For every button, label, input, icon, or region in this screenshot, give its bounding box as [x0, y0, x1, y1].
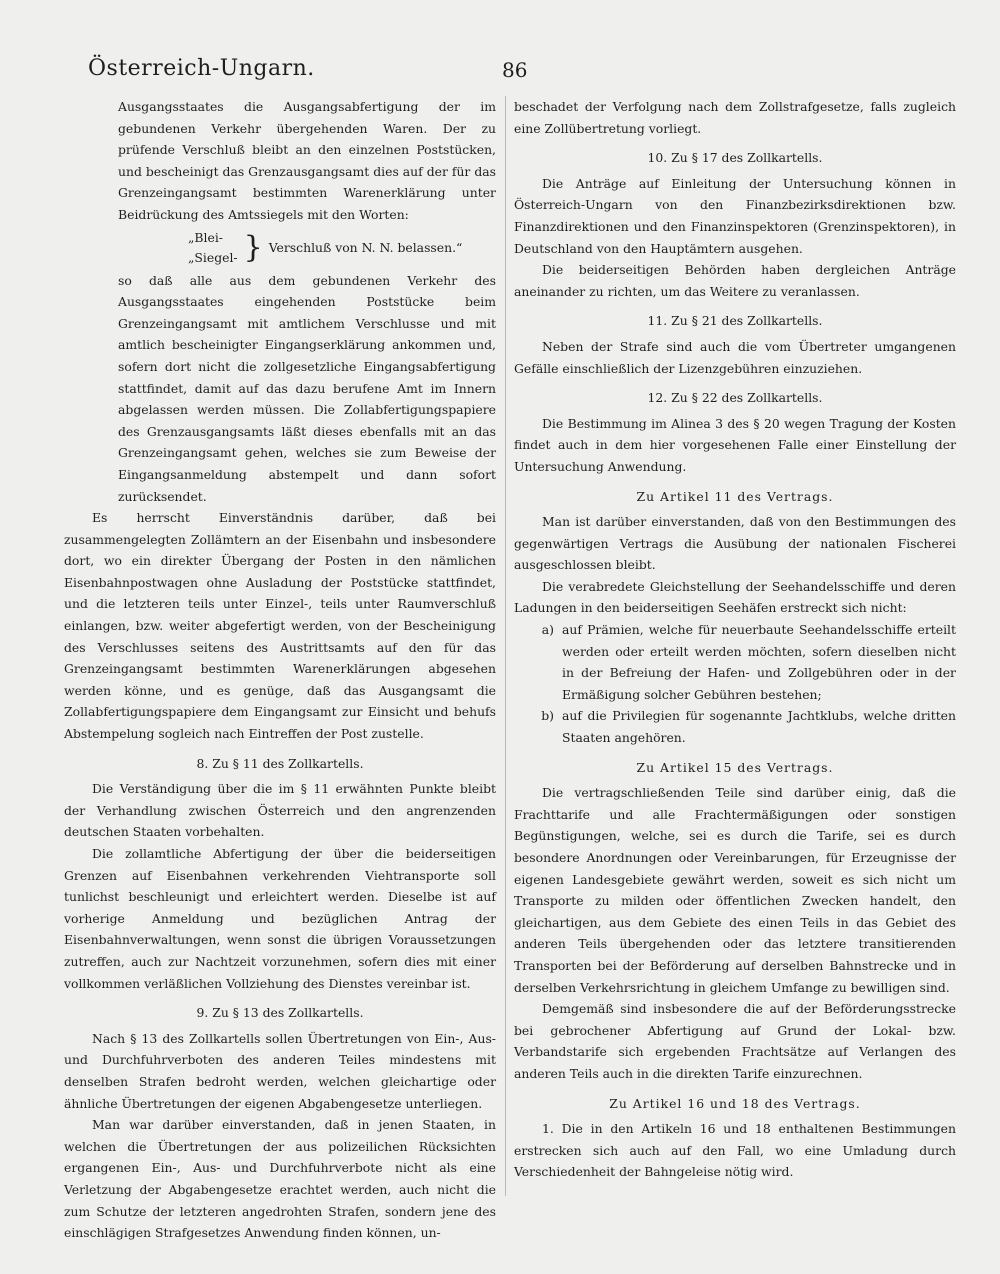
- seal-text: Verschluß von N. N. belassen.“: [268, 239, 463, 255]
- paragraph: Neben der Strafe sind auch die vom Übertreter umgangenen Gefälle einschließlich der Lizenzgebühren einzuziehen.: [514, 338, 956, 376]
- seal-formula: [188, 228, 496, 268]
- section-heading: 10. Zu § 17 des Zollkartells.: [647, 150, 823, 166]
- paragraph: Die beiderseitigen Behörden haben dergleichen Anträge aneinander zu richten, um das Weitere zu veranlassen.: [514, 262, 956, 299]
- brace-icon: }: [243, 229, 263, 265]
- paragraph: Die vertragschließenden Teile sind darüber einig, daß die Frachttarife und alle Frachtermäßigungen oder sonstigen Begünstigungen, welche, sei es durch die Tarife, sei es durch besondere Anordnungen oder Vereinbarungen, für Erzeugnisse der eigenen Landesgebiete gewährt werden, soweit es sich nicht um Transporte zu milden oder öffentlichen Zwecken handelt, den gleichartigen, aus dem Gebiete des einen Teils in das Gebiet des anderen Teils übergehenden oder das letztere transitierenden Transporten bei der Beförderung auf derselben Bahnstrecke und in derselben Verkehrsrichtung in gleichem Umfange zu bewilligen sind.: [514, 785, 956, 995]
- section-heading: 12. Zu § 22 des Zollkartells.: [647, 390, 823, 406]
- list-item: [514, 705, 956, 748]
- seal-line: „Blei-: [188, 229, 223, 245]
- column-divider: [505, 96, 506, 1196]
- paragraph: Die zollamtliche Abfertigung der über die beiderseitigen Grenzen auf Eisenbahnen verkehrenden Viehtransporte soll tunlichst beschleunigt und erleichtert werden. Dieselbe ist auf vorherige Anmeldung und bezüglichen Antrag der Eisenbahnverwaltungen, wenn sonst die übrigen Voraussetzungen zutreffen, auch zur Nachtzeit vorzunehmen, sofern dies mit einer vollkommen verläßlichen Vollziehung des Dienstes vereinbar ist.: [64, 846, 496, 991]
- page-number: 86: [502, 58, 528, 82]
- section-heading: 8. Zu § 11 des Zollkartells.: [196, 755, 364, 771]
- article-heading: Zu Artikel 16 und 18 des Vertrags.: [609, 1095, 861, 1111]
- list-text: auf Prämien, welche für neuerbaute Seehandelsschiffe erteilt werden oder erteilt werden möchten, sofern dieselben nicht in der Befreiung der Hafen- und Zollgebühren oder in der Ermäßigung solcher Gebühren bestehen;: [562, 622, 956, 702]
- list-label: a): [541, 622, 554, 638]
- paragraph: so daß alle aus dem gebundenen Verkehr des Ausgangsstaates eingehenden Poststücke beim Grenzeingangsamt mit amtlichem Verschlusse und mit amtlich bescheinigter Eingangserklärung ankommen und, sofern dort nicht die zollgesetzliche Eingangsabfertigung stattfindet, damit auf das dazu berufene Amt im Innern abgelassen werden müssen. Die Zollabfertigungspapiere des Grenzausgangsamts läßt dieses ebenfalls mit an das Grenzeingangsamt gehen, welches sie zum Beweise der Eingangsanmeldung abstempelt und dann sofort zurücksendet.: [118, 272, 496, 504]
- paragraph: Es herrscht Einverständnis darüber, daß bei zusammengelegten Zollämtern an der Eisenbahn und insbesondere dort, wo ein direkter Übergang der Posten in den nämlichen Eisenbahnpostwagen ohne Ausladung der Poststücke stattfindet, und die letzteren teils unter Einzel-, teils unter Raumverschluß einlangen, bzw. weiter abgefertigt werden, von der Bescheinigung des Verschlusses seitens des Austrittsamts auf den für das Grenzeingangsamt bestimmten Warenerklärungen abgesehen werden könne, und es genüge, daß das Ausgangsamt die Zollabfertigungspapiere dem Eingangsamt zur Einsicht und behufs Abstempelung sogleich nach Eintreffen der Post zustelle.: [64, 510, 496, 742]
- paragraph: Demgemäß sind insbesondere die auf der Beförderungsstrecke bei gebrochener Abfertigung auf Grund der Lokal- bzw. Verbandstarife sich ergebenden Frachtsätze auf Verlangen des anderen Teils auch in die direkten Tarife einzurechnen.: [514, 1001, 956, 1081]
- paragraph: Die Anträge auf Einleitung der Untersuchung können in Österreich-Ungarn von den Finanzbezirksdirektionen bzw. Finanzdirektionen und den Finanzinspektoren (Grenzinspektoren), in Deutschland von den Hauptämtern ausgehen.: [514, 175, 956, 256]
- list-item: [514, 619, 956, 705]
- paragraph: Die verabredete Gleichstellung der Seehandelsschiffe und deren Ladungen in den beiderseitigen Seehäfen erstreckt sich nicht:: [514, 578, 956, 616]
- right-column: [514, 96, 956, 1216]
- article-heading: Zu Artikel 11 des Vertrags.: [636, 488, 834, 504]
- left-column: [64, 96, 496, 1241]
- running-title: Österreich-Ungarn.: [88, 56, 315, 81]
- paragraph: Nach § 13 des Zollkartells sollen Übertretungen von Ein-, Aus- und Durchfuhrverboten des anderen Teiles mindestens mit denselben Strafen bedroht werden, welchen gleichartige oder ähnliche Übertretungen der eigenen Abgabengesetze unterliegen.: [64, 1030, 496, 1111]
- section-heading: 11. Zu § 21 des Zollkartells.: [647, 313, 823, 329]
- paragraph: beschadet der Verfolgung nach dem Zollstrafgesetze, falls zugleich eine Zollübertretung vorliegt.: [514, 99, 956, 136]
- paragraph: Die Verständigung über die im § 11 erwähnten Punkte bleibt der Verhandlung zwischen Österreich und den angrenzenden deutschen Staaten vorbehalten.: [64, 781, 496, 840]
- paragraph: Die Bestimmung im Alinea 3 des § 20 wegen Tragung der Kosten findet auch in dem hier vorgesehenen Falle einer Einstellung der Untersuchung Anwendung.: [514, 415, 956, 474]
- seal-line: „Siegel-: [188, 249, 238, 265]
- list-label: b): [541, 708, 554, 724]
- paragraph: Ausgangsstaates die Ausgangsabfertigung der im gebundenen Verkehr übergehenden Waren. Der zu prüfende Verschluß bleibt an den einzelnen Poststücken, und bescheinigt das Grenzausgangsamt dies auf der für das Grenzeingangsamt bestimmten Warenerklärung unter Beidrückung des Amtssiegels mit den Worten:: [118, 99, 496, 222]
- paragraph: 1. Die in den Artikeln 16 und 18 enthaltenen Bestimmungen erstrecken sich auch auf den Fall, wo eine Umladung durch Verschiedenheit der Bahngeleise nötig wird.: [514, 1121, 956, 1180]
- section-heading: 9. Zu § 13 des Zollkartells.: [196, 1005, 364, 1021]
- paragraph: Man ist darüber einverstanden, daß von den Bestimmungen des gegenwärtigen Vertrags die Ausübung der nationalen Fischerei ausgeschlossen bleibt.: [514, 514, 956, 573]
- list-text: auf die Privilegien für sogenannte Jachtklubs, welche dritten Staaten angehören.: [562, 708, 956, 746]
- article-heading: Zu Artikel 15 des Vertrags.: [636, 759, 834, 775]
- paragraph: Man war darüber einverstanden, daß in jenen Staaten, in welchen die Übertretungen der aus polizeilichen Rücksichten ergangenen Ein-, Aus- und Durchfuhrverbote nicht als eine Verletzung der Abgabengesetze erachtet werden, auch nicht die zum Schutze der letzteren angedrohten Strafen, sondern jene des einschlägigen Strafgesetzes Anwendung finden können, un-: [64, 1117, 496, 1241]
